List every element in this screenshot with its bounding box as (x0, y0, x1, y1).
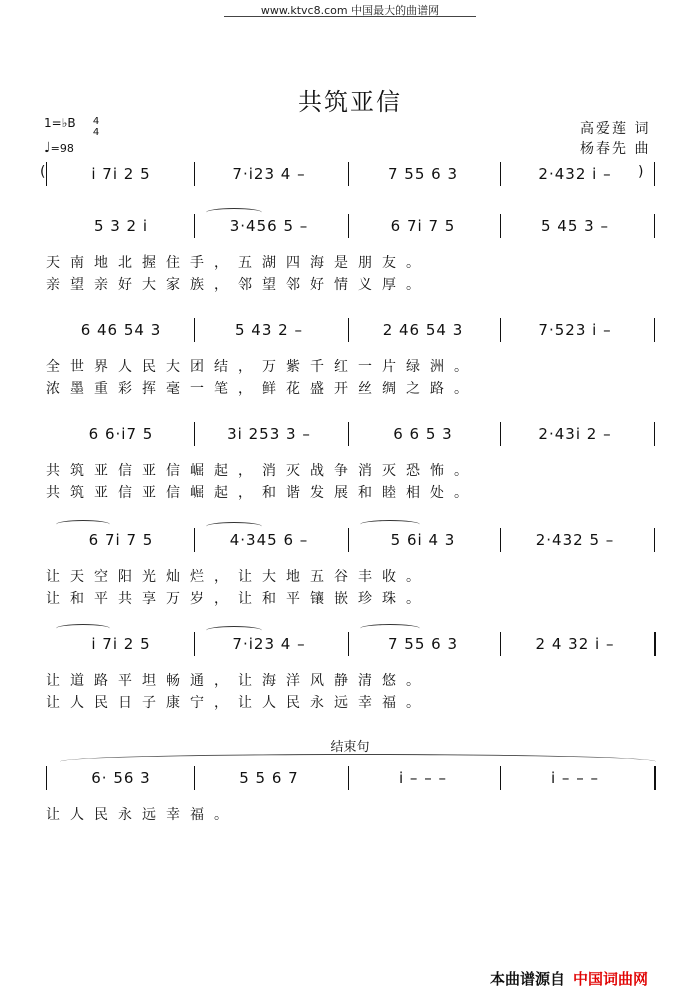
ending-label: 结束句 (330, 740, 370, 755)
lyric-line: 天南地北握住手，五湖四海是朋友。 (46, 255, 430, 271)
time-signature (90, 116, 102, 138)
barline (654, 318, 655, 342)
barline (654, 214, 655, 238)
measure: 2·432 i – (538, 165, 612, 183)
barline (46, 162, 47, 186)
barline (654, 528, 655, 552)
measure: 2 4 32 i – (535, 635, 615, 653)
barline (500, 214, 501, 238)
barline (194, 632, 195, 656)
measure: 7·523 i – (538, 321, 612, 339)
measure: i 7i 2 5 (91, 165, 151, 183)
barline (500, 318, 501, 342)
footer-source-text: 本曲谱源自 (490, 970, 566, 988)
lyric-line: 共筑亚信亚信崛起，和谐发展和睦相处。 (46, 485, 478, 501)
staff-system (0, 318, 700, 398)
measure: 2·43i 2 – (538, 425, 612, 443)
barline (500, 162, 501, 186)
quarter-note-icon: ♩ (44, 140, 51, 156)
measure: 6 7i 7 5 (390, 217, 456, 235)
barline (654, 632, 656, 656)
time-signature-bottom: 4 (92, 127, 100, 138)
measure: 6 46 54 3 (80, 321, 162, 339)
intro-paren-open: ( (40, 164, 46, 180)
notation-row (0, 214, 700, 238)
tempo-value: =98 (50, 142, 74, 155)
measure: 5 3 2 i (93, 217, 149, 235)
barline (500, 528, 501, 552)
measure: 5 5 6 7 (239, 769, 299, 787)
header-rule (224, 16, 476, 17)
lyric-line: 让和平共享万岁，让和平镶嵌珍珠。 (46, 591, 430, 607)
lyric-line: 共筑亚信亚信崛起，消灭战争消灭恐怖。 (46, 463, 478, 479)
barline (348, 766, 349, 790)
barline (348, 632, 349, 656)
measure: 3i 253 3 – (227, 425, 311, 443)
measure: 3·456 5 – (229, 217, 309, 235)
measure: 4·345 6 – (229, 531, 309, 549)
notation-row (0, 632, 700, 656)
measure: i – – – (551, 769, 599, 787)
lyric-line: 全世界人民大团结，万紫千红一片绿洲。 (46, 359, 478, 375)
measure: 2·432 5 – (535, 531, 615, 549)
barline (194, 422, 195, 446)
measure: 6 6·i7 5 (88, 425, 154, 443)
measure: 6· 56 3 (91, 769, 151, 787)
time-signature-top: 4 (92, 116, 100, 127)
barline (654, 766, 656, 790)
barline (348, 528, 349, 552)
staff-system (0, 214, 700, 294)
barline (348, 214, 349, 238)
barline (500, 422, 501, 446)
lyric-line: 让人民日子康宁，让人民永远幸福。 (46, 695, 430, 711)
measure: 7·i23 4 – (232, 165, 306, 183)
measure: 5 43 2 – (235, 321, 303, 339)
measure: i – – – (399, 769, 447, 787)
measure: 6 6 5 3 (393, 425, 453, 443)
notation-row (0, 318, 700, 342)
lyric-line: 让天空阳光灿烂，让大地五谷丰收。 (46, 569, 430, 585)
measure: 5 6i 4 3 (390, 531, 456, 549)
ending-staff (0, 766, 700, 846)
measure: i 7i 2 5 (91, 635, 151, 653)
intro-paren-close: ) (638, 164, 644, 180)
staff-system (0, 528, 700, 608)
barline (348, 422, 349, 446)
barline (654, 422, 655, 446)
slur-mark (360, 624, 420, 633)
key-signature: 1=♭B (44, 116, 76, 130)
barline (654, 162, 655, 186)
slur-mark (206, 522, 262, 531)
measure: 7 55 6 3 (387, 165, 459, 183)
notation-row (0, 162, 700, 186)
notation-row (0, 528, 700, 552)
lyric-line: 让人民永远幸福。 (46, 807, 238, 823)
barline (194, 162, 195, 186)
slur-mark (56, 520, 110, 529)
slur-mark (360, 520, 420, 529)
slur-mark (206, 208, 262, 217)
barline (194, 214, 195, 238)
barline (46, 766, 47, 790)
notation-row (0, 422, 700, 446)
measure: 5 45 3 – (541, 217, 609, 235)
footer-source (490, 968, 648, 989)
site-url-header: www.ktvc8.com 中国最大的曲谱网 (260, 4, 440, 17)
measure: 7·i23 4 – (232, 635, 306, 653)
measure: 6 7i 7 5 (88, 531, 154, 549)
lyric-line: 浓墨重彩挥毫一笔，鲜花盛开丝绸之路。 (46, 381, 478, 397)
measure: 7 55 6 3 (387, 635, 459, 653)
composer-credit: 杨春先 曲 (580, 141, 651, 157)
barline (194, 528, 195, 552)
lyric-line: 亲望亲好大家族，邻望邻好情义厚。 (46, 277, 430, 293)
slur-mark (56, 624, 110, 633)
notation-row (0, 766, 700, 790)
song-title: 共筑亚信 (298, 88, 402, 116)
lyricist-credit: 高爱莲 词 (580, 121, 651, 137)
staff-system (0, 422, 700, 502)
measure: 2 46 54 3 (382, 321, 464, 339)
tempo-marking (44, 140, 74, 156)
staff-system (0, 632, 700, 712)
slur-mark (206, 626, 262, 635)
barline (500, 632, 501, 656)
barline (194, 766, 195, 790)
barline (500, 766, 501, 790)
barline (348, 318, 349, 342)
barline (348, 162, 349, 186)
footer-brand: 中国词曲网 (573, 970, 649, 988)
barline (194, 318, 195, 342)
lyric-line: 让道路平坦畅通，让海洋风静清悠。 (46, 673, 430, 689)
